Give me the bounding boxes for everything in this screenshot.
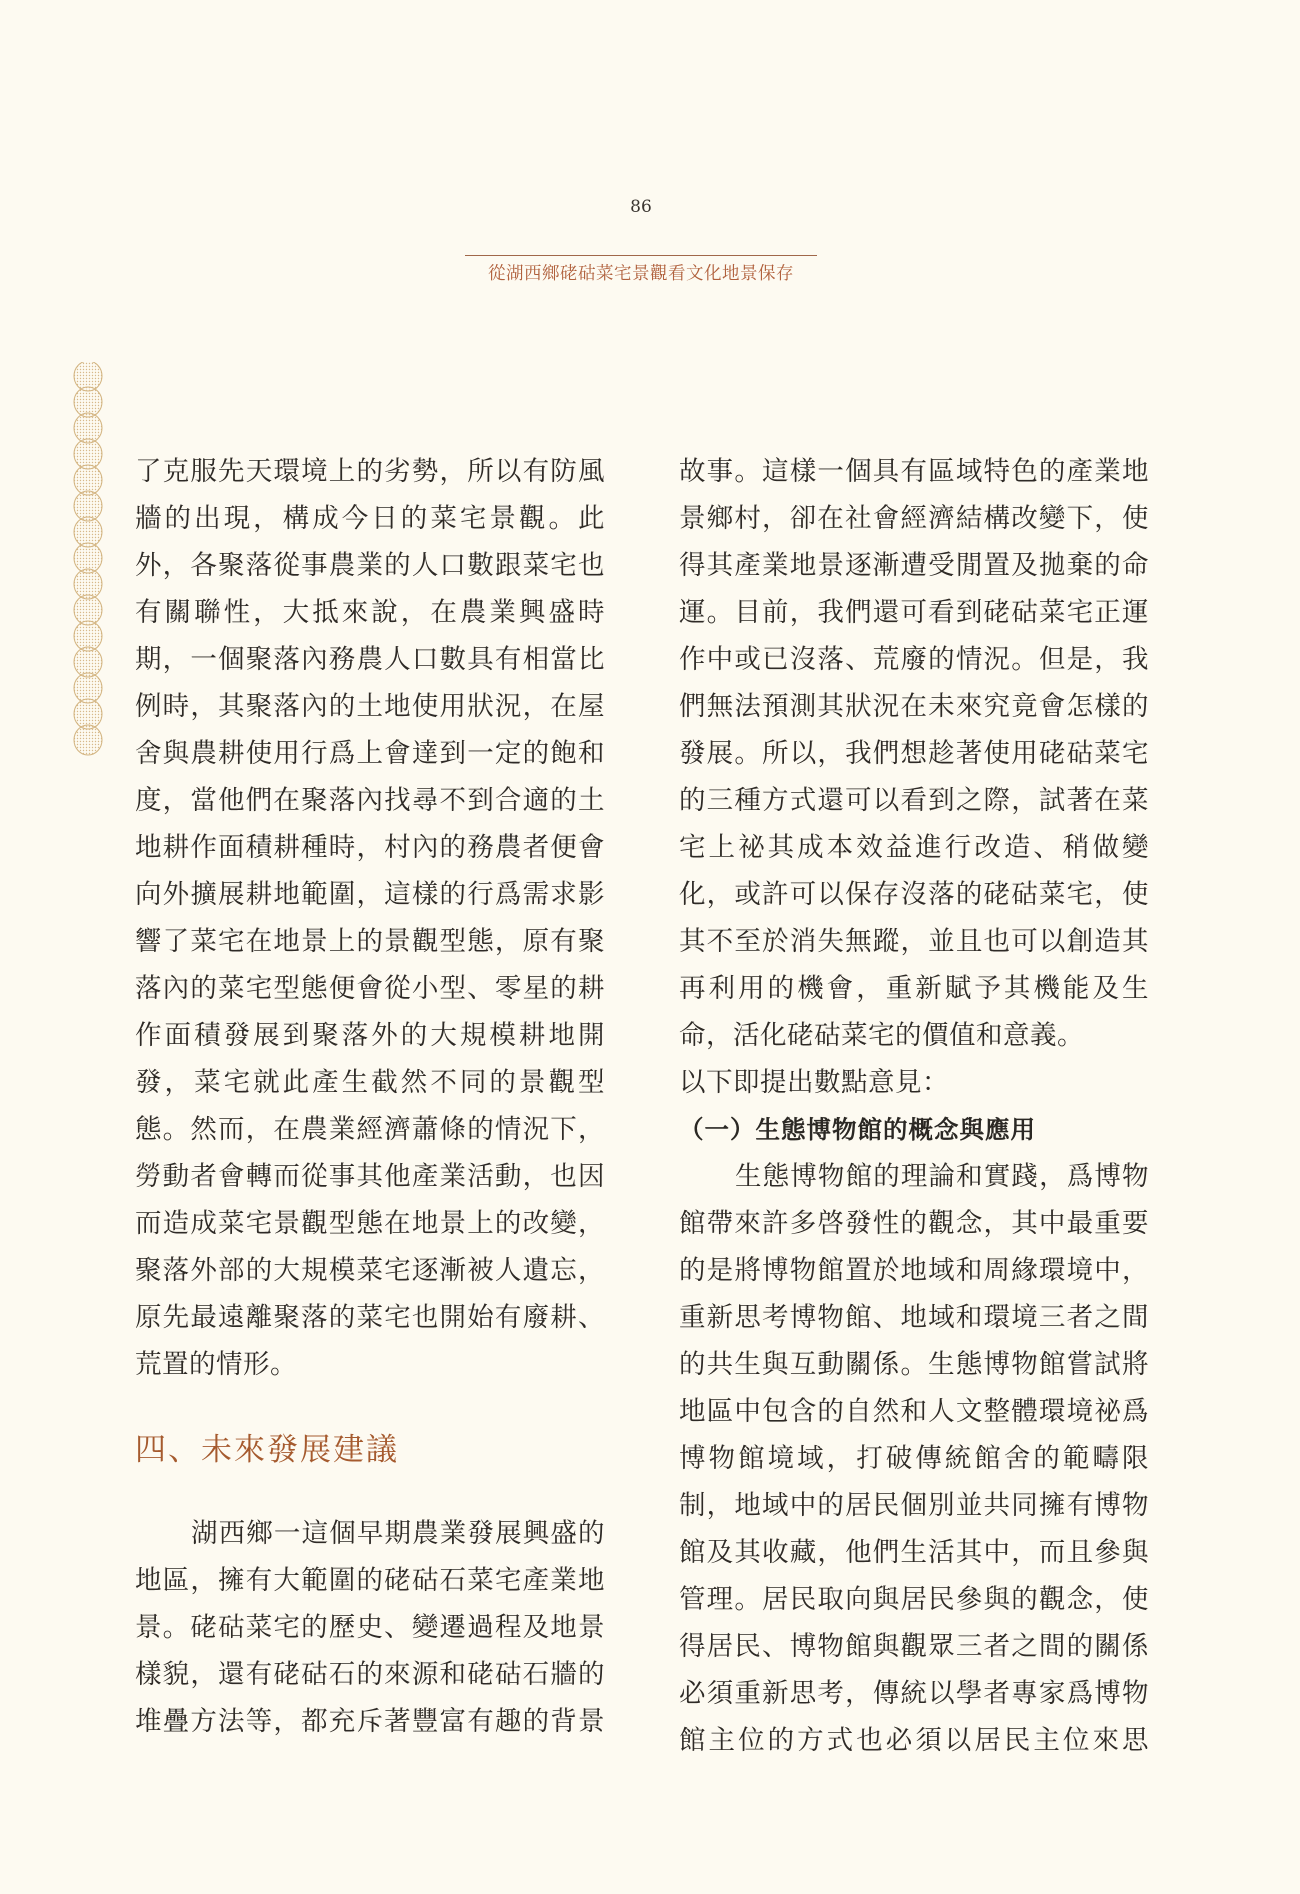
text-line: 而造成菜宅景觀型態在地景上的改變， (135, 1208, 605, 1239)
text-line: 聚落外部的大規模菜宅逐漸被人遺忘， (135, 1255, 605, 1286)
text-line: 勞動者會轉而從事其他產業活動，也因 (135, 1161, 605, 1192)
text-line: 度，當他們在聚落內找尋不到合適的土 (135, 785, 605, 816)
text-line: 重新思考博物館、地域和環境三者之間 (679, 1302, 1149, 1333)
text-line: 地區，擁有大範圍的硓𥑮石菜宅產業地 (135, 1565, 605, 1596)
left-column (135, 448, 605, 1745)
text-line: 地耕作面積耕種時，村內的務農者便會 (135, 832, 605, 863)
text-line: 樣貌，還有硓𥑮石的來源和硓𥑮石牆的 (135, 1659, 605, 1690)
text-line: 生態博物館的理論和實踐，爲博物 (735, 1161, 1149, 1192)
text-line: 景鄉村，卻在社會經濟結構改變下，使 (679, 503, 1149, 534)
text-line: 化，或許可以保存沒落的硓𥑮菜宅，使 (679, 879, 1149, 910)
paragraph-1 (135, 448, 605, 1388)
running-title: 從湖西鄉硓𥑮菜宅景觀看文化地景保存 (465, 255, 817, 285)
text-line: 例時，其聚落內的土地使用狀況，在屋 (135, 691, 605, 722)
text-line: 外，各聚落從事農業的人口數跟菜宅也 (135, 550, 605, 581)
text-line: 景。硓𥑮菜宅的歷史、變遷過程及地景 (135, 1612, 605, 1643)
ornament-oval (74, 725, 102, 755)
paragraph-2 (135, 1510, 605, 1745)
paragraph-2 (679, 1153, 1149, 1764)
text-line: 必須重新思考，傳統以學者專家爲博物 (679, 1678, 1149, 1709)
text-line: 湖西鄉一這個早期農業發展興盛的 (191, 1518, 605, 1549)
text-line: 牆的出現，構成今日的菜宅景觀。此 (135, 503, 605, 534)
text-line: 舍與農耕使用行爲上會達到一定的飽和 (135, 738, 605, 769)
text-line: 的是將博物館置於地域和周緣環境中， (679, 1255, 1149, 1286)
paragraph-1 (679, 448, 1149, 1059)
text-line: 作面積發展到聚落外的大規模耕地開 (135, 1020, 605, 1051)
page-number: 86 (630, 197, 652, 217)
text-line: 博物館境域，打破傳統館舍的範疇限 (679, 1443, 1149, 1474)
text-line: 館及其收藏，他們生活其中，而且參與 (679, 1537, 1149, 1568)
text-line: 落內的菜宅型態便會從小型、零星的耕 (135, 973, 605, 1004)
text-line: 得居民、博物館與觀眾三者之間的關係 (679, 1631, 1149, 1662)
text-line: 宅上祕其成本效益進行改造、稍做變 (679, 832, 1149, 863)
text-line: 了克服先天環境上的劣勢，所以有防風 (135, 456, 605, 487)
text-line: 館帶來許多啓發性的觀念，其中最重要 (679, 1208, 1149, 1239)
intro-line: 以下即提出數點意見： (679, 1067, 949, 1098)
text-line: 原先最遠離聚落的菜宅也開始有廢耕、 (135, 1302, 605, 1333)
text-line: 有關聯性，大抵來說，在農業興盛時 (135, 597, 605, 628)
right-column (679, 448, 1149, 1764)
text-line: 的共生與互動關係。生態博物館嘗試將 (679, 1349, 1149, 1380)
section-heading: 四、未來發展建議 (135, 1432, 399, 1468)
text-line: 運。目前，我們還可看到硓𥑮菜宅正運 (679, 597, 1149, 628)
text-line: 作中或已沒落、荒廢的情況。但是，我 (679, 644, 1149, 675)
text-line: 堆疊方法等，都充斥著豐富有趣的背景 (135, 1706, 605, 1737)
text-line: 館主位的方式也必須以居民主位來思 (679, 1725, 1149, 1756)
text-line: 們無法預測其狀況在未來究竟會怎樣的 (679, 691, 1149, 722)
text-line: 向外擴展耕地範圍，這樣的行爲需求影 (135, 879, 605, 910)
text-line: 得其產業地景逐漸遭受閒置及拋棄的命 (679, 550, 1149, 581)
text-line: 的三種方式還可以看到之際，試著在菜 (679, 785, 1149, 816)
text-line: 管理。居民取向與居民參與的觀念，使 (679, 1584, 1149, 1615)
text-line: 響了菜宅在地景上的景觀型態，原有聚 (135, 926, 605, 957)
text-line: 地區中包含的自然和人文整體環境祕爲 (679, 1396, 1149, 1427)
text-line: 命，活化硓𥑮菜宅的價值和意義。 (679, 1020, 1084, 1051)
text-line: 期，一個聚落內務農人口數具有相當比 (135, 644, 605, 675)
decorative-border-ornament (70, 362, 106, 782)
text-line: 發展。所以，我們想趁著使用硓𥑮菜宅 (679, 738, 1149, 769)
text-line: 制，地域中的居民個別並共同擁有博物 (679, 1490, 1149, 1521)
text-line: 態。然而，在農業經濟蕭條的情況下， (135, 1114, 605, 1145)
text-line: 再利用的機會，重新賦予其機能及生 (679, 973, 1149, 1004)
text-line: 發，菜宅就此產生截然不同的景觀型 (135, 1067, 605, 1098)
subsection-heading: （一）生態博物館的概念與應用 (679, 1115, 1036, 1144)
text-line: 荒置的情形。 (135, 1349, 297, 1380)
text-line: 其不至於消失無蹤，並且也可以創造其 (679, 926, 1149, 957)
text-line: 故事。這樣一個具有區域特色的產業地 (679, 456, 1149, 487)
